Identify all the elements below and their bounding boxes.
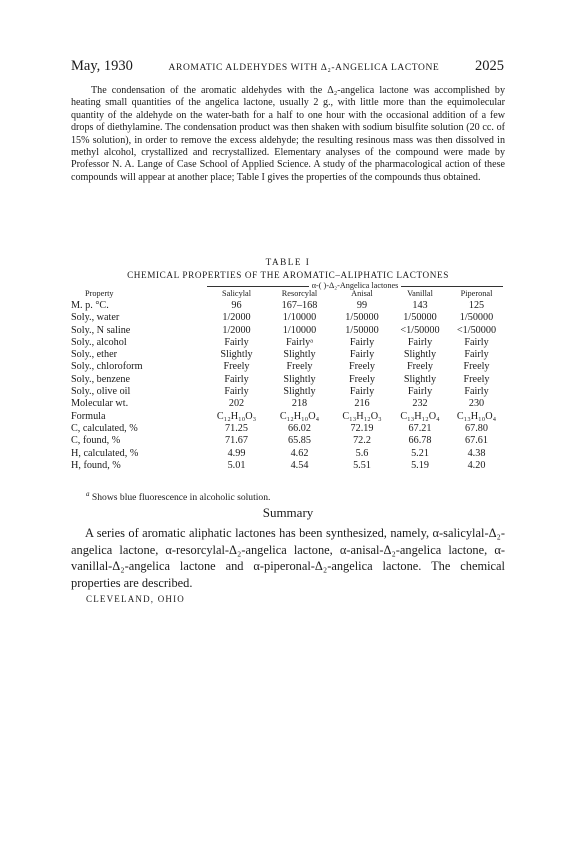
value-cell: Freely <box>348 373 376 385</box>
property-name-cell: Soly., olive oil <box>71 386 131 398</box>
value-cell: 5.19 <box>411 459 429 471</box>
footnote-marker: a <box>86 490 90 498</box>
value-cell: 5.51 <box>353 459 371 471</box>
value-cell: 125 <box>468 300 485 311</box>
property-name-cell: C, calculated, % <box>71 422 138 434</box>
table-row <box>71 312 505 324</box>
value-cell: Fairly <box>349 336 375 348</box>
value-cell: Fairly <box>407 336 433 348</box>
column-header: Piperonal <box>460 289 493 298</box>
property-name-cell: M. p. °C. <box>71 300 109 311</box>
table-caption: CHEMICAL PROPERTIES OF THE AROMATIC–ALIPHATIC LACTONES <box>127 270 449 280</box>
value-cell: Fairly <box>464 349 489 361</box>
value-cell: 143 <box>412 300 428 311</box>
property-name-cell: Soly., chloroform <box>71 361 143 373</box>
value-cell: 4.62 <box>290 447 309 459</box>
running-header <box>71 58 504 76</box>
value-cell: 1/10000 <box>282 324 317 336</box>
page-number: 2025 <box>474 58 504 74</box>
table-label: TABLE I <box>265 257 311 267</box>
value-cell: Fairly <box>464 386 489 398</box>
table-row <box>71 386 505 398</box>
value-cell: Slightly <box>220 349 253 361</box>
value-cell: Freely <box>406 361 434 373</box>
value-cell: 1/2000 <box>222 324 251 336</box>
table-row <box>71 337 505 349</box>
value-cell: 4.20 <box>467 459 486 471</box>
properties-table <box>71 289 505 472</box>
value-cell: 216 <box>354 398 370 410</box>
value-cell: Fairly <box>224 373 249 385</box>
column-header: Salicylal <box>221 289 252 298</box>
property-name-cell: Molecular wt. <box>71 398 129 410</box>
property-name-cell: C, found, % <box>71 435 121 447</box>
value-cell: C₁₂H₁₀O₄ <box>279 410 320 422</box>
table-row <box>71 325 505 337</box>
value-cell: Slightly <box>403 373 437 385</box>
value-cell: Fairly <box>349 386 375 398</box>
value-cell: Fairly <box>224 386 249 398</box>
table-row <box>71 300 505 312</box>
value-cell: Fairlyᵃ <box>285 336 314 348</box>
table-body <box>71 300 505 472</box>
value-cell: Slightly <box>403 349 437 361</box>
value-cell: 4.38 <box>467 447 486 459</box>
value-cell: C₁₃H₁₀O₄ <box>456 410 497 422</box>
property-name-cell: Soly., ether <box>71 349 118 361</box>
issue-date: May, 1930 <box>71 58 133 74</box>
value-cell: <1/50000 <box>456 324 497 336</box>
group-rule-left <box>207 286 309 287</box>
value-cell: 1/2000 <box>222 312 251 324</box>
value-cell: C₁₃H₁₂O₄ <box>400 410 440 422</box>
value-cell: 232 <box>412 398 428 410</box>
summary-paragraph: A series of aromatic aliphatic lactones has been synthesized, namely, α-salicylal-Δ₂-angelica lactone, α-resorcylal-Δ₂-angelica lactone, α-anisal-Δ₂-angelica lactone, α-vanillal-Δ₂-angelica lactone and α-piperonal-Δ₂-angelica lactone. The chemical properties are described. <box>71 526 505 590</box>
value-cell: Freely <box>348 361 376 373</box>
table-row <box>71 361 505 373</box>
value-cell: 67.21 <box>408 422 432 434</box>
value-cell: 67.61 <box>465 435 488 447</box>
value-cell: Freely <box>223 361 250 373</box>
value-cell: 5.01 <box>227 459 246 471</box>
author-location: CLEVELAND, OHIO <box>86 594 185 604</box>
group-rule-right <box>401 286 503 287</box>
value-cell: 230 <box>468 398 485 410</box>
table-row <box>71 460 505 472</box>
value-cell: 167–168 <box>281 300 318 311</box>
property-name-cell: H, calculated, % <box>71 447 139 459</box>
column-header: Resorcylal <box>281 289 318 298</box>
value-cell: Fairly <box>407 386 433 398</box>
property-name-cell: H, found, % <box>71 459 121 471</box>
value-cell: Fairly <box>349 349 375 361</box>
value-cell: 1/50000 <box>403 312 437 324</box>
value-cell: 96 <box>231 300 242 311</box>
column-header: Anisal <box>351 289 373 298</box>
property-name-cell: Soly., alcohol <box>71 336 127 348</box>
table-header-row <box>71 289 505 300</box>
value-cell: 5.6 <box>355 447 369 459</box>
value-cell: 65.85 <box>288 435 311 447</box>
value-cell: 4.54 <box>290 459 309 471</box>
column-header: Property <box>85 289 114 298</box>
value-cell: 71.25 <box>225 422 248 434</box>
value-cell: Freely <box>463 361 490 373</box>
value-cell: Slightly <box>283 373 316 385</box>
value-cell: 218 <box>291 398 308 410</box>
table-row <box>71 349 505 361</box>
group-heading-text: α-( )-Δ₂-Angelica lactones <box>311 281 399 290</box>
value-cell: 66.78 <box>408 435 432 447</box>
property-name-cell: Formula <box>71 410 106 422</box>
table-row <box>71 374 505 386</box>
table-row <box>71 448 505 460</box>
table-footnote <box>86 490 506 503</box>
value-cell: 202 <box>228 398 245 410</box>
value-cell: Fairly <box>464 336 489 348</box>
value-cell: 5.21 <box>411 447 429 459</box>
value-cell: 71.67 <box>225 435 248 447</box>
property-name-cell: Soly., benzene <box>71 373 131 385</box>
value-cell: 67.80 <box>465 422 488 434</box>
table-row <box>71 423 505 435</box>
property-name-cell: Soly., water <box>71 312 120 324</box>
value-cell: Fairly <box>224 336 249 348</box>
value-cell: 66.02 <box>288 422 311 434</box>
value-cell: 72.2 <box>353 435 371 447</box>
value-cell: 1/50000 <box>459 312 494 324</box>
property-name-cell: Soly., N saline <box>71 324 131 336</box>
value-cell: 1/10000 <box>282 312 317 324</box>
footnote-text: Shows blue fluorescence in alcoholic solution. <box>91 492 271 504</box>
value-cell: C₁₂H₁₀O₃ <box>216 410 257 422</box>
value-cell: Freely <box>286 361 313 373</box>
table-row <box>71 411 505 423</box>
value-cell: C₁₃H₁₂O₃ <box>342 410 382 422</box>
column-header: Vanillal <box>407 289 433 298</box>
value-cell: 4.99 <box>227 447 246 459</box>
table-row <box>71 398 505 410</box>
value-cell: 72.19 <box>350 422 374 434</box>
value-cell: <1/50000 <box>400 324 440 336</box>
intro-paragraph: The condensation of the aromatic aldehydes with the Δ₂-angelica lactone was accomplished by heating small quantities of the angelica lactone, usually 2 g., with little more than the equimolecular quantity of the aldehyde on the water-bath for a half to one hour with the occasional addition of a few drops of diethylamine. The condensation product was then shaken with sodium bisulfite solution (20 cc. of 15% solution), in order to remove the excess aldehyde; the resulting resinous mass was then dissolved in methyl alcohol, crystallized and recrystallized. Elementary analyses of the compound were made by Professor N. A. Lange of Case School of Applied Science. A study of the pharmacological action of these compounds will appear at another place; Table I gives the properties of the compounds thus obtained. <box>71 85 505 183</box>
value-cell: 1/50000 <box>345 324 379 336</box>
table-row <box>71 435 505 447</box>
value-cell: Freely <box>463 373 490 385</box>
running-title: AROMATIC ALDEHYDES WITH Δ₂-ANGELICA LACTONE <box>168 63 440 73</box>
summary-heading: Summary <box>262 505 314 520</box>
value-cell: Slightly <box>283 386 316 398</box>
value-cell: 1/50000 <box>345 312 379 324</box>
value-cell: 99 <box>356 300 368 311</box>
value-cell: Slightly <box>283 349 316 361</box>
